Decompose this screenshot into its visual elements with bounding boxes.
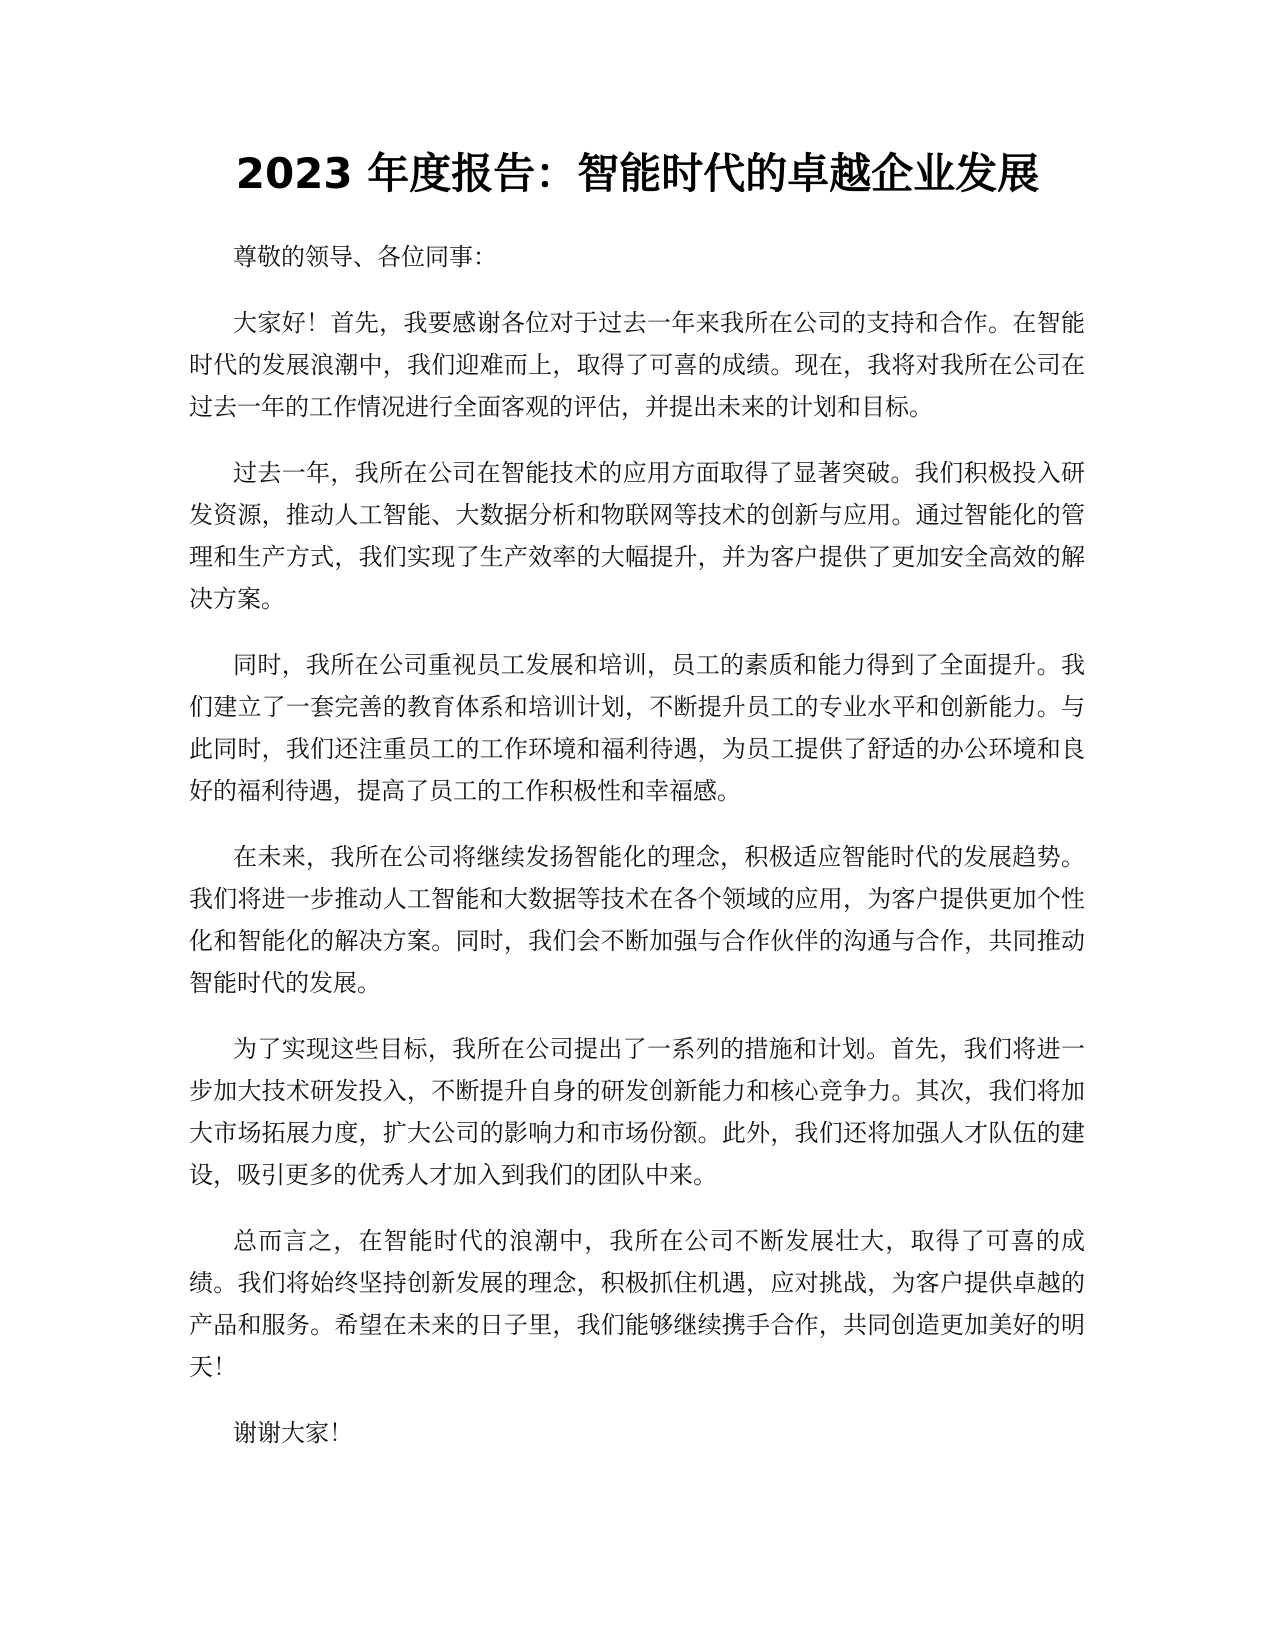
paragraph-1: 大家好！首先，我要感谢各位对于过去一年来我所在公司的支持和合作。在智能时代的发展浪潮中，我们迎难而上，取得了可喜的成绩。现在，我将对我所在公司在过去一年的工作情况进行全面客观的评估，并提出未来的计划和目标。	[189, 309, 1085, 421]
document-title: 2023 年度报告：智能时代的卓越企业发展	[235, 149, 1040, 198]
paragraph-2: 过去一年，我所在公司在智能技术的应用方面取得了显著突破。我们积极投入研发资源，推动人工智能、大数据分析和物联网等技术的创新与应用。通过智能化的管理和生产方式，我们实现了生产效率的大幅提升，并为客户提供了更加安全高效的解决方案。	[189, 459, 1085, 613]
document-body	[189, 236, 1085, 1478]
closing: 谢谢大家！	[233, 1419, 353, 1447]
paragraph-6: 总而言之，在智能时代的浪潮中，我所在公司不断发展壮大，取得了可喜的成绩。我们将始终坚持创新发展的理念，积极抓住机遇，应对挑战，为客户提供卓越的产品和服务。希望在未来的日子里，我们能够继续携手合作，共同创造更加美好的明天！	[189, 1227, 1085, 1381]
salutation: 尊敬的领导、各位同事：	[233, 243, 497, 271]
paragraph-5: 为了实现这些目标，我所在公司提出了一系列的措施和计划。首先，我们将进一步加大技术研发投入，不断提升自身的研发创新能力和核心竞争力。其次，我们将加大市场拓展力度，扩大公司的影响力和市场份额。此外，我们还将加强人才队伍的建设，吸引更多的优秀人才加入到我们的团队中来。	[189, 1035, 1085, 1189]
paragraph-3: 同时，我所在公司重视员工发展和培训，员工的素质和能力得到了全面提升。我们建立了一套完善的教育体系和培训计划，不断提升员工的专业水平和创新能力。与此同时，我们还注重员工的工作环境和福利待遇，为员工提供了舒适的办公环境和良好的福利待遇，提高了员工的工作积极性和幸福感。	[189, 651, 1085, 805]
paragraph-4: 在未来，我所在公司将继续发扬智能化的理念，积极适应智能时代的发展趋势。我们将进一步推动人工智能和大数据等技术在各个领域的应用，为客户提供更加个性化和智能化的解决方案。同时，我们会不断加强与合作伙伴的沟通与合作，共同推动智能时代的发展。	[189, 843, 1085, 997]
